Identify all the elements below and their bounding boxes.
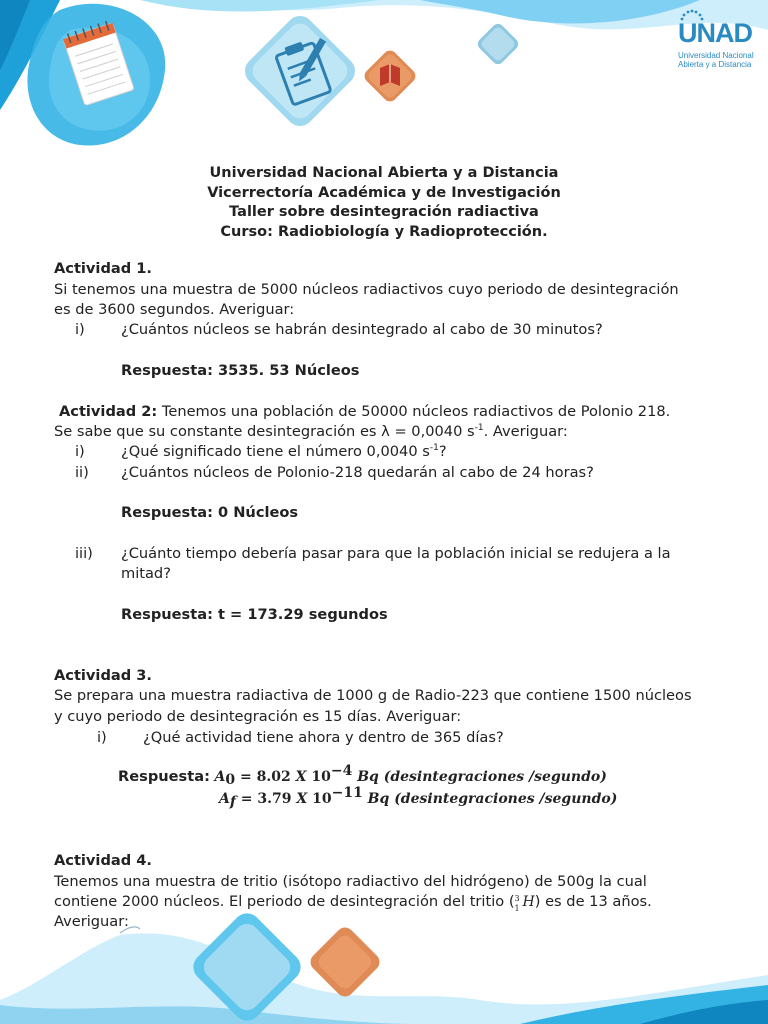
a0-ten: 10 [306, 769, 331, 785]
act4-text2b: ) es de 13 años. [534, 893, 652, 910]
act2-text2b: . Averiguar: [483, 423, 568, 440]
act2-q1-sup: -1 [429, 443, 439, 453]
act3-q1-number: i) [97, 729, 107, 746]
act4-title: Actividad 4. [54, 852, 152, 869]
a0-paren: (desintegraciones /segundo) [383, 769, 607, 785]
tritium-symbol: H [522, 894, 535, 910]
af-exponent: −11 [331, 785, 363, 801]
act2-q3b: mitad? [121, 565, 171, 582]
footer-decoration [0, 905, 768, 1024]
header-university: Universidad Nacional Abierta y a Distancia [209, 165, 559, 181]
header-curso: Curso: Radiobiología y Radioprotección. [220, 223, 548, 240]
a0-exponent: −4 [330, 763, 353, 779]
act4-text3: Averiguar: [54, 913, 129, 930]
act1-title: Actividad 1. [54, 260, 152, 277]
act2-text2a: Se sabe que su constante desintegración es λ = 0,0040 s [54, 423, 475, 440]
act2-title: Actividad 2: [59, 403, 158, 420]
header-taller: Taller sobre desintegración radiactiva [229, 204, 539, 220]
af-paren: (desintegraciones /segundo) [394, 791, 618, 807]
act2-text2 [54, 422, 568, 442]
act2-q3a: ¿Cuánto tiempo debería pasar para que la población inicial se redujera a la [121, 545, 671, 562]
act1-q1: ¿Cuántos núcleos se habrán desintegrado al cabo de 30 minutos? [121, 321, 603, 338]
act2-q2: ¿Cuántos núcleos de Polonio-218 quedarán al cabo de 24 horas? [121, 464, 594, 481]
act3-answer-af [219, 785, 618, 810]
act4-text2a: contiene 2000 núcleos. El periodo de desintegración del tritio ( [54, 893, 515, 910]
act3-text2: y cuyo periodo de desintegración es 15 días. Averiguar: [54, 708, 462, 725]
act1-answer: Respuesta: 3535. 53 Núcleos [121, 362, 360, 379]
af-ten: 10 [307, 791, 332, 807]
act2-q2-number: ii) [75, 464, 89, 481]
logo-line2: Abierta y a Distancia [678, 60, 752, 69]
act3-title: Actividad 3. [54, 667, 152, 684]
tritium-mass: 3 [514, 894, 520, 903]
act2-answer1: Respuesta: 0 Núcleos [121, 504, 299, 521]
act2-q1b: ? [438, 443, 447, 460]
af-symbol: A [219, 791, 230, 807]
act3-q1: ¿Qué actividad tiene ahora y dentro de 365 días? [143, 729, 504, 746]
act2-text1: Tenemos una población de 50000 núcleos radiactivos de Polonio 218. [157, 403, 671, 420]
act3-answer-label: Respuesta: [118, 768, 210, 785]
a0-unit: Bq [352, 769, 384, 785]
tritium-number: 1 [514, 904, 520, 913]
act4-text1: Tenemos una muestra de tritio (isótopo radiactivo del hidrógeno) de 500g la cual [54, 873, 647, 890]
act2-q3-number: iii) [75, 545, 93, 562]
a0-value: = 8.02 [235, 769, 296, 785]
af-subscript: f [229, 794, 236, 810]
a0-symbol: A [214, 769, 226, 785]
act2-intro [54, 402, 670, 422]
act1-q1-number: i) [75, 321, 85, 338]
logo-brand: UNAD [678, 18, 752, 48]
act2-q1 [121, 442, 447, 462]
act2-text2-sup: -1 [474, 423, 484, 433]
act1-text1: Si tenemos una muestra de 5000 núcleos radiactivos cuyo periodo de desintegración [54, 281, 679, 298]
af-value: = 3.79 [235, 791, 297, 807]
logo-line1: Universidad Nacional [678, 51, 754, 60]
act2-q1a: ¿Qué significado tiene el número 0,0040 s [121, 443, 430, 460]
header-vicerrectoria: Vicerrectoría Académica y de Investigación [207, 184, 561, 201]
act1-text2: es de 3600 segundos. Averiguar: [54, 301, 295, 318]
af-unit: Bq [362, 791, 395, 807]
a0-times: X [295, 769, 307, 785]
act3-answer-a0 [118, 763, 607, 788]
act3-text1: Se prepara una muestra radiactiva de 1000 g de Radio-223 que contiene 1500 núcleos [54, 687, 692, 704]
act2-q1-number: i) [75, 443, 85, 460]
af-times: X [296, 791, 308, 807]
act2-answer2: Respuesta: t = 173.29 segundos [121, 606, 388, 623]
a0-subscript: 0 [225, 772, 236, 788]
